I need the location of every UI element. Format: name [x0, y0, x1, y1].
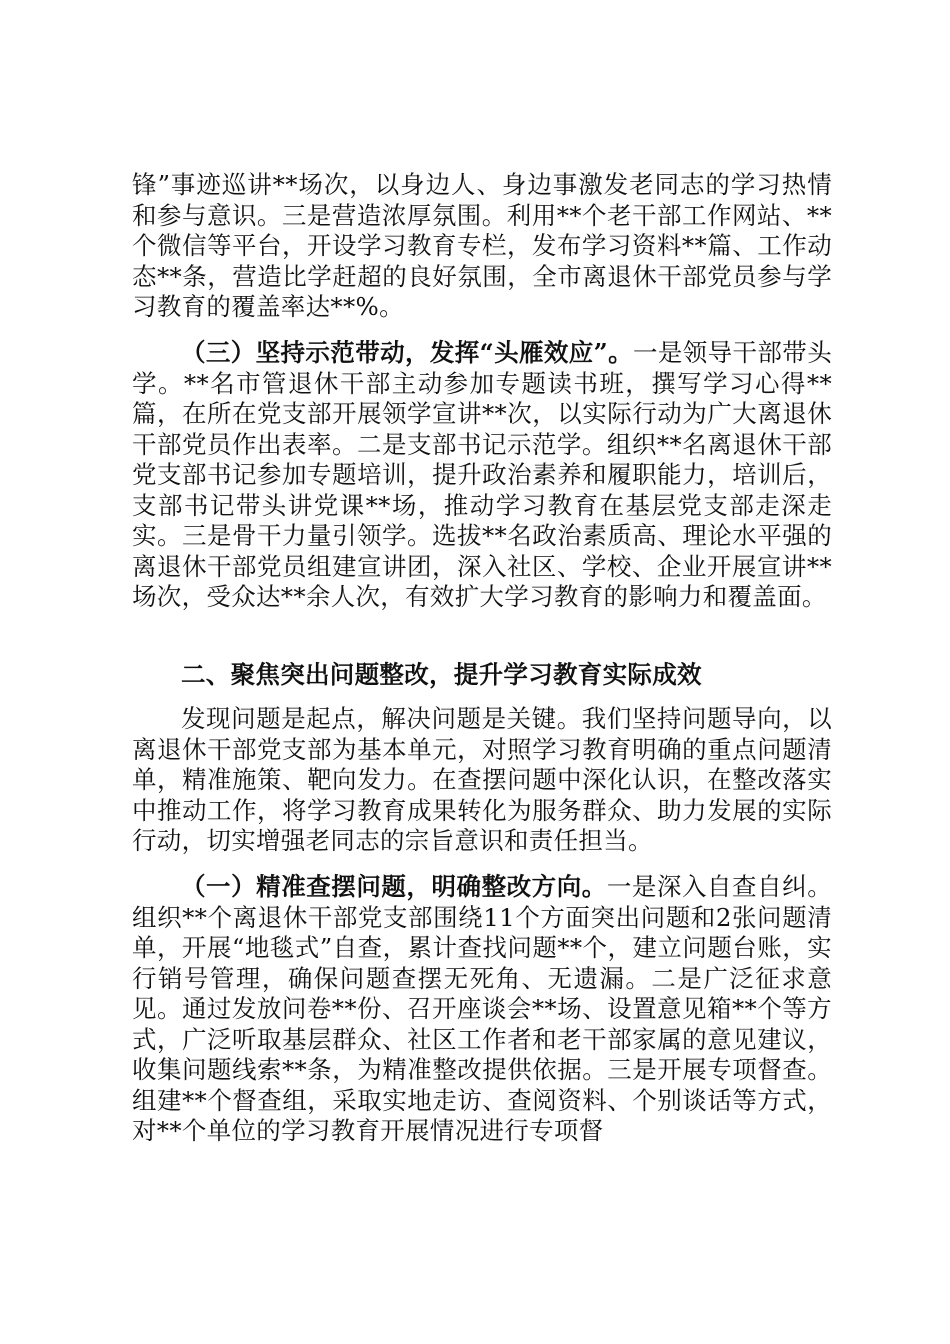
paragraph-body: [132, 338, 832, 613]
paragraph-text: 一是领导干部带头学。**名市管退休干部主动参加专题读书班，撰写学习心得**篇，在所在党支部开展领学宣讲**次，以实际行动为广大离退休干部党员作出表率。二是支部书记示范学。组织**名离退休干部党支部书记参加专题培训，提升政治素养和履职能力，培训后，支部书记带头讲党课**场，推动学习教育在基层党支部走深走实。三是骨干力量引领学。选拔**名政治素质高、理论水平强的离退休干部党员组建宣讲团，深入社区、学校、企业开展宣讲**场次，受众达**余人次，有效扩大学习教育的影响力和覆盖面。: [132, 338, 832, 611]
section-title: 二、聚焦突出问题整改，提升学习教育实际成效: [181, 660, 702, 689]
paragraph-text: 锋”事迹巡讲**场次，以身边人、身边事激发老同志的学习热情和参与意识。三是营造浓厚氛围。利用**个老干部工作网站、**个微信等平台，开设学习教育专栏，发布学习资料**篇、工作动态**条，营造比学赶超的良好氛围，全市离退休干部党员参与学习教育的覆盖率达**%。: [132, 170, 832, 321]
paragraph-text: 一是深入自查自纠。组织**个离退休干部党支部围绕11个方面突出问题和2张问题清单，开展“地毯式”自查，累计查找问题**个，建立问题台账，实行销号管理，确保问题查摆无死角、无遗漏。二是广泛征求意见。通过发放问卷**份、召开座谈会**场、设置意见箱**个等方式，广泛听取基层群众、社区工作者和老干部家属的意见建议，收集问题线索**条，为精准整改提供依据。三是开展专项督查。组建**个督查组，采取实地走访、查阅资料、个别谈话等方式，对**个单位的学习教育开展情况进行专项督: [132, 872, 832, 1145]
paragraph-demonstration: [132, 338, 832, 613]
section-heading: [132, 660, 832, 691]
paragraph-intro: [132, 704, 832, 857]
paragraph-problem-finding: [132, 872, 832, 1147]
paragraph-continuation: [132, 170, 832, 323]
paragraph-heading: （一）精准查摆问题，明确整改方向。: [181, 872, 607, 901]
paragraph-body: [132, 872, 832, 1147]
paragraph-text: 发现问题是起点，解决问题是关键。我们坚持问题导向，以离退休干部党支部为基本单元，对照学习教育明确的重点问题清单，精准施策、靶向发力。在查摆问题中深化认识，在整改落实中推动工作，将学习教育成果转化为服务群众、助力发展的实际行动，切实增强老同志的宗旨意识和责任担当。: [132, 704, 832, 855]
paragraph-heading: （三）坚持示范带动，发挥“头雁效应”。: [181, 338, 633, 367]
